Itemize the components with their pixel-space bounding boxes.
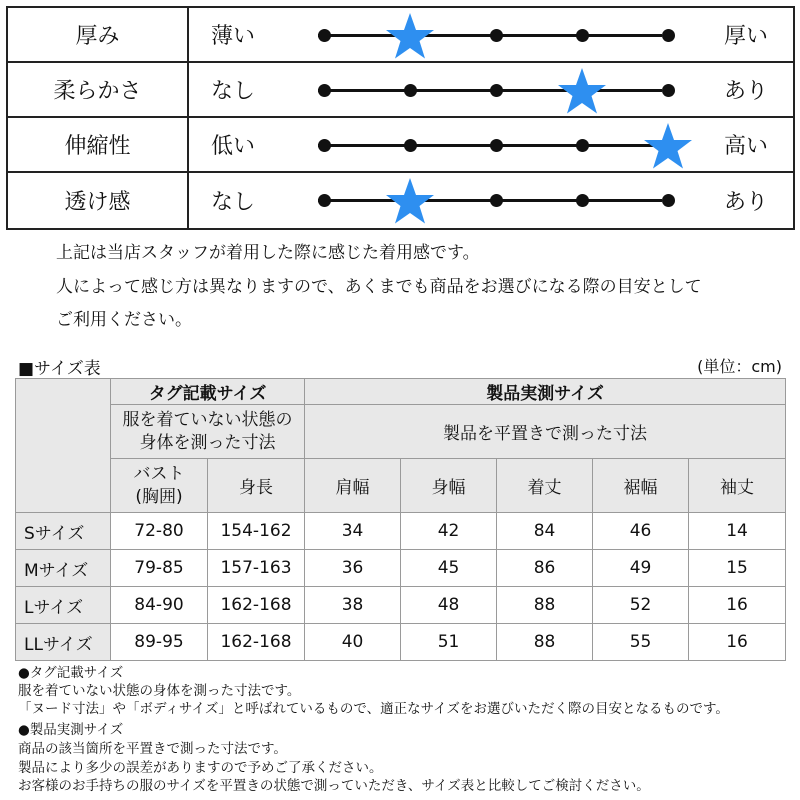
- cell: 51: [401, 624, 497, 661]
- col-bust: [111, 459, 208, 513]
- cell: 49: [593, 550, 689, 587]
- scale-label: 伸縮性: [8, 118, 189, 171]
- scale-dot: [490, 194, 503, 207]
- scale-row-sheerness: [8, 173, 793, 228]
- footnote-line: 服を着ていない状態の身体を測った寸法です。: [18, 683, 301, 699]
- scale-dot: [318, 139, 331, 152]
- col-height: 身長: [208, 459, 305, 513]
- table-row: [16, 587, 786, 624]
- cell: 46: [593, 513, 689, 550]
- header-corner: [16, 379, 111, 513]
- col-hem-width: 裾幅: [593, 459, 689, 513]
- cell: 38: [305, 587, 401, 624]
- cell: 36: [305, 550, 401, 587]
- cell: 88: [497, 624, 593, 661]
- scale-dot: [662, 194, 675, 207]
- cell: 86: [497, 550, 593, 587]
- tag-size-description: [111, 405, 305, 459]
- cell: 34: [305, 513, 401, 550]
- scale-dot: [318, 29, 331, 42]
- col-sleeve: 袖丈: [689, 459, 786, 513]
- scale-left-label: 薄い: [211, 24, 256, 49]
- scale-right-label: 厚い: [724, 24, 769, 49]
- cell: 162-168: [208, 624, 305, 661]
- cell: 42: [401, 513, 497, 550]
- scale-row-stretch: [8, 118, 793, 173]
- note-line: 人によって感じ方は異なりますので、あくまでも商品をお選びになる際の目安として: [56, 277, 702, 297]
- scale-label: 厚み: [8, 8, 189, 61]
- footnote-line: 「ヌード寸法」や「ボディサイズ」と呼ばれているもので、適正なサイズをお選びいただく際の目安となるものです。: [18, 701, 729, 717]
- scale-dot: [490, 139, 503, 152]
- scale-dot: [576, 194, 589, 207]
- table-row: [16, 550, 786, 587]
- cell: 157-163: [208, 550, 305, 587]
- star-marker-icon: [643, 122, 693, 170]
- cell: 162-168: [208, 587, 305, 624]
- header-desc-row: [16, 405, 786, 459]
- footnote-heading-actual: ●製品実測サイズ: [18, 722, 124, 738]
- note-line: ご利用ください。: [56, 310, 192, 330]
- star-marker-icon: [557, 67, 607, 115]
- cell: 84: [497, 513, 593, 550]
- scale-dot: [576, 139, 589, 152]
- scale-left-label: 低い: [211, 134, 256, 159]
- scale-left-label: なし: [211, 190, 256, 215]
- header-actual-size: 製品実測サイズ: [305, 379, 786, 405]
- scale-label: 柔らかさ: [8, 63, 189, 116]
- cell: 79-85: [111, 550, 208, 587]
- footnote-heading-tag: ●タグ記載サイズ: [18, 665, 124, 681]
- footnote-line: 商品の該当箇所を平置きで測った寸法です。: [18, 741, 287, 757]
- cell: 55: [593, 624, 689, 661]
- cell: 84-90: [111, 587, 208, 624]
- scale-dot: [662, 29, 675, 42]
- table-row: [16, 513, 786, 550]
- cell: 45: [401, 550, 497, 587]
- scale-right-label: 高い: [724, 134, 769, 159]
- tag-desc-text: 服を着ていない状態の身体を測った寸法: [122, 409, 293, 453]
- size-table-unit: (単位：cm): [697, 357, 782, 376]
- star-marker-icon: [385, 177, 435, 225]
- row-size-name: LLサイズ: [16, 624, 111, 661]
- row-size-name: Lサイズ: [16, 587, 111, 624]
- cell: 15: [689, 550, 786, 587]
- scale-row-thickness: [8, 8, 793, 63]
- cell: 16: [689, 624, 786, 661]
- cell: 48: [401, 587, 497, 624]
- footnote-line: 製品により多少の誤差がありますので予めご了承ください。: [18, 760, 383, 776]
- star-marker-icon: [385, 12, 435, 60]
- scale-label: 透け感: [8, 173, 189, 228]
- cell: 16: [689, 587, 786, 624]
- note-line: 上記は当店スタッフが着用した際に感じた着用感です。: [56, 243, 480, 263]
- footnote-line: お客様のお手持ちの服のサイズを平置きの状態で測っていただき、サイズ表と比較してご検討ください。: [18, 778, 650, 794]
- col-body-width: 身幅: [401, 459, 497, 513]
- row-size-name: Sサイズ: [16, 513, 111, 550]
- cell: 14: [689, 513, 786, 550]
- cell: 89-95: [111, 624, 208, 661]
- scale-dot: [490, 29, 503, 42]
- cell: 52: [593, 587, 689, 624]
- actual-size-description: 製品を平置きで測った寸法: [305, 405, 786, 459]
- scale-dot: [576, 29, 589, 42]
- scale-dot: [404, 84, 417, 97]
- cell: 40: [305, 624, 401, 661]
- col-shoulder: 肩幅: [305, 459, 401, 513]
- header-tag-size: タグ記載サイズ: [111, 379, 305, 405]
- cell: 72-80: [111, 513, 208, 550]
- scale-dot: [318, 84, 331, 97]
- cell: 154-162: [208, 513, 305, 550]
- scale-dot: [318, 194, 331, 207]
- scale-dot: [662, 84, 675, 97]
- scale-dot: [490, 84, 503, 97]
- scale-left-label: なし: [211, 79, 256, 104]
- header-column-row: [16, 459, 786, 513]
- scale-row-softness: [8, 63, 793, 118]
- header-group-row: [16, 379, 786, 405]
- scale-dot: [404, 139, 417, 152]
- feel-scale: [6, 6, 795, 230]
- size-table: [15, 378, 786, 661]
- col-bust-label: バスト(胸囲): [133, 463, 185, 507]
- scale-right-label: あり: [724, 190, 769, 215]
- table-row: [16, 624, 786, 661]
- size-table-title: ■サイズ表: [18, 359, 101, 379]
- col-length: 着丈: [497, 459, 593, 513]
- scale-right-label: あり: [724, 79, 769, 104]
- cell: 88: [497, 587, 593, 624]
- row-size-name: Mサイズ: [16, 550, 111, 587]
